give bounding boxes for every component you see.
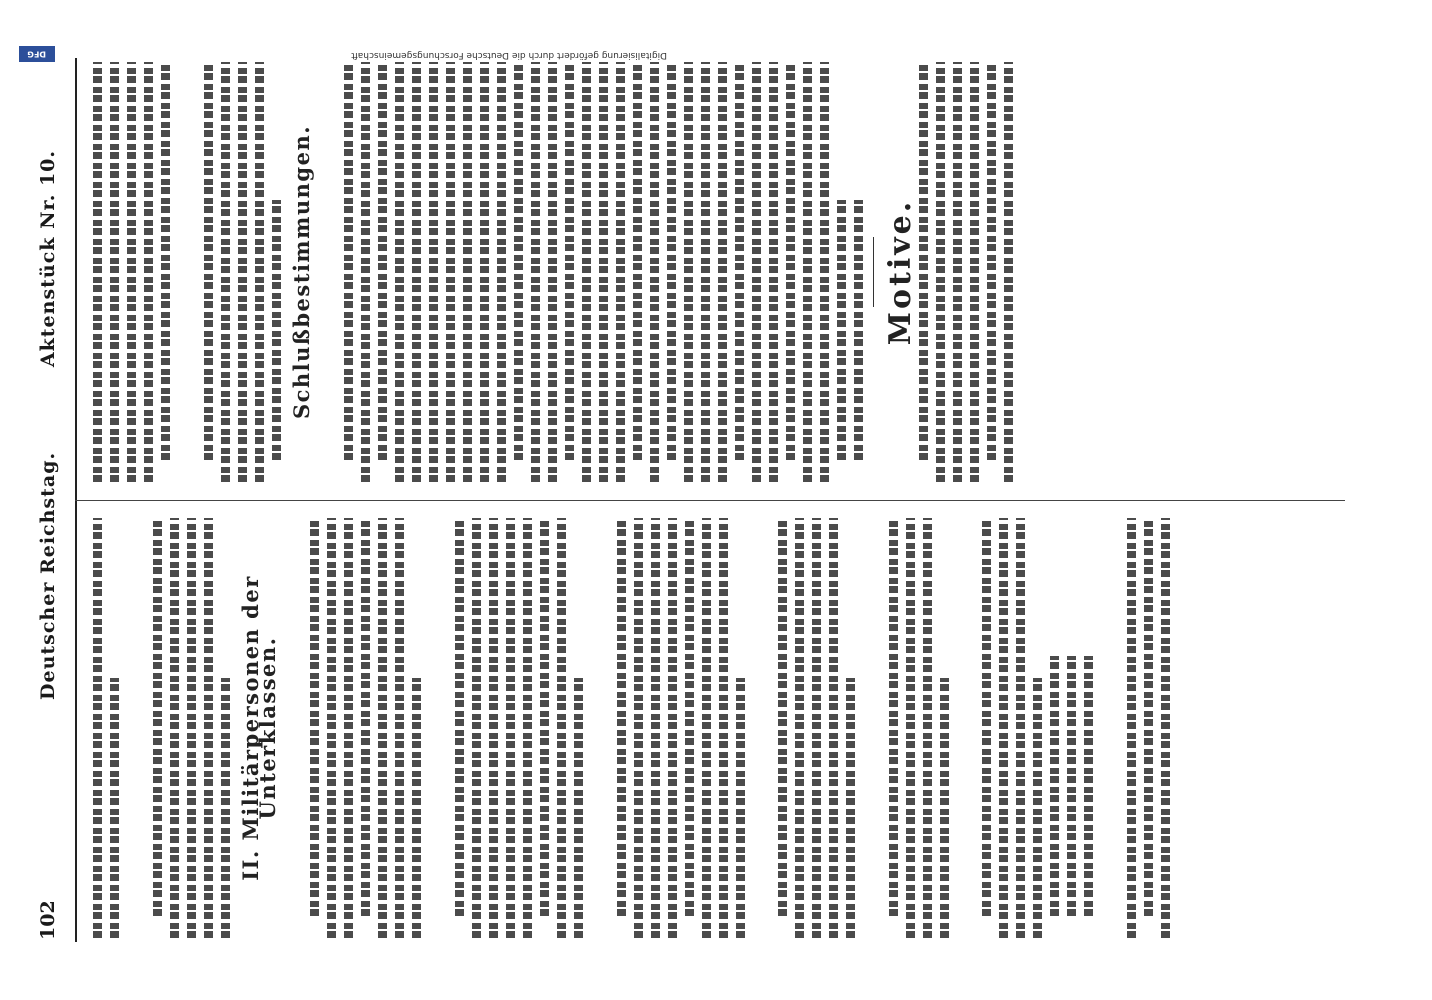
text-line [719, 518, 728, 938]
paragraph-marker [429, 518, 447, 938]
text-line [238, 62, 247, 482]
text-line [829, 518, 838, 938]
text-line [1144, 518, 1153, 916]
text-line [480, 62, 489, 482]
text-line [361, 62, 370, 482]
text-line [633, 62, 642, 460]
text-line [170, 518, 179, 938]
text-line [923, 518, 932, 938]
text-line [565, 62, 574, 460]
text-line [1033, 678, 1042, 938]
text-line [548, 62, 557, 482]
text-line [702, 518, 711, 938]
text-line [812, 518, 821, 938]
text-line [634, 518, 643, 938]
text-line [327, 518, 336, 938]
header-left: Deutscher Reichstag. [37, 451, 59, 700]
paragraph-marker [285, 518, 303, 938]
text-line [651, 518, 660, 938]
text-line [557, 518, 566, 938]
text-line [982, 518, 991, 916]
text-line [472, 518, 481, 938]
text-line [531, 62, 540, 482]
digitization-note: Digitalisierung gefördert durch die Deutsche Forschungsgemeinschaft [351, 50, 667, 60]
text-line [718, 62, 727, 482]
text-line [344, 62, 353, 460]
text-line [854, 200, 863, 460]
text-line [153, 518, 162, 916]
section-title: II. Militärpersonen der Unterklassen. [237, 575, 281, 881]
text-line [1050, 656, 1059, 916]
paragraph-marker [127, 518, 145, 938]
left-column [85, 518, 1355, 938]
text-line [514, 62, 523, 460]
text-line [187, 518, 196, 938]
text-line [412, 62, 421, 482]
text-line [455, 518, 464, 916]
text-line [617, 518, 626, 916]
text-line [736, 678, 745, 938]
text-line [906, 518, 915, 938]
column-divider [75, 500, 1345, 501]
text-line [395, 518, 404, 938]
text-line [272, 200, 281, 460]
text-line [127, 62, 136, 482]
text-line [1016, 518, 1025, 938]
text-line [795, 518, 804, 938]
text-line [684, 62, 693, 482]
text-line [668, 518, 677, 938]
text-line [1084, 656, 1093, 916]
text-line [735, 62, 744, 460]
text-line [93, 518, 102, 938]
text-line [582, 62, 591, 482]
text-line [463, 62, 472, 482]
text-line [412, 678, 421, 938]
text-line [701, 62, 710, 482]
paragraph-marker [591, 518, 609, 938]
text-line [221, 678, 230, 938]
text-line [497, 62, 506, 482]
page-number: 102 [37, 900, 59, 940]
page-header [37, 40, 67, 960]
text-line [1161, 518, 1170, 938]
text-line [987, 62, 996, 460]
text-line [837, 200, 846, 460]
text-line [616, 62, 625, 482]
text-line [953, 62, 962, 482]
paragraph-marker [957, 518, 975, 938]
text-line [820, 62, 829, 482]
text-line [752, 62, 761, 482]
text-line [395, 62, 404, 482]
text-line [221, 62, 230, 482]
text-line [846, 678, 855, 938]
text-line [1004, 62, 1013, 482]
text-line [204, 518, 213, 938]
text-line [1067, 656, 1076, 916]
separator-rule [873, 237, 874, 307]
text-line [110, 678, 119, 938]
text-line [540, 518, 549, 916]
text-line [446, 62, 455, 482]
text-line [786, 62, 795, 460]
text-line [889, 518, 898, 916]
motive-title: Motive. [882, 198, 918, 346]
paragraph-marker [178, 62, 196, 482]
paragraph-marker [318, 62, 336, 482]
text-line [144, 62, 153, 482]
text-line [429, 62, 438, 482]
text-line [110, 62, 119, 482]
text-line [685, 518, 694, 916]
text-line [506, 518, 515, 938]
text-line [361, 518, 370, 916]
final-provisions-title: Schlußbestimmungen. [288, 124, 314, 420]
text-line [940, 678, 949, 938]
text-line [204, 62, 213, 460]
text-line [936, 62, 945, 482]
text-line [999, 518, 1008, 938]
text-line [255, 62, 264, 482]
text-line [378, 518, 387, 938]
text-line [919, 62, 928, 460]
text-line [769, 62, 778, 482]
text-line [344, 518, 353, 938]
text-line [667, 62, 676, 460]
text-line [310, 518, 319, 916]
text-line [599, 62, 608, 482]
text-line [803, 62, 812, 482]
text-line [778, 518, 787, 916]
text-line [93, 62, 102, 482]
text-line [650, 62, 659, 482]
paragraph-marker [863, 518, 881, 938]
text-line [1127, 518, 1136, 938]
text-line [161, 62, 170, 460]
header-right: Aktenstück Nr. 10. [37, 150, 59, 368]
paragraph-marker [1101, 518, 1119, 938]
dfg-logo: DFG [19, 46, 55, 62]
text-line [970, 62, 979, 482]
text-line [574, 678, 583, 938]
paragraph-marker [753, 518, 771, 938]
text-line [523, 518, 532, 938]
document-page [15, 40, 1385, 960]
text-line [378, 62, 387, 460]
right-column [85, 62, 1355, 482]
text-line [489, 518, 498, 938]
